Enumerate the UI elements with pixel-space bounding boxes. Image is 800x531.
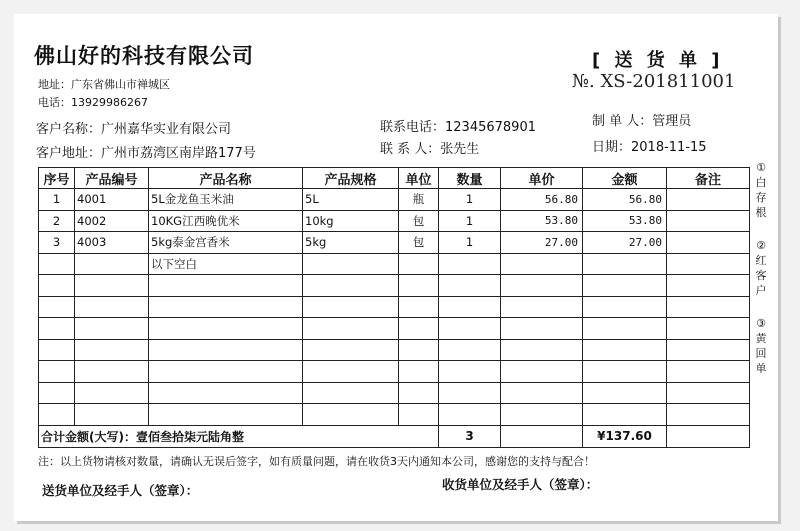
- contact-phone-value: 12345678901: [445, 120, 536, 135]
- cell-price: 53.80: [501, 210, 583, 232]
- table-row: [39, 210, 750, 232]
- col-header-code: 产品编号: [75, 168, 149, 189]
- cell-name: 10KG江西晚优米: [149, 210, 303, 232]
- table-row-empty: [39, 404, 750, 426]
- table-row-blank-note: [39, 253, 750, 275]
- cell-amount: 27.00: [583, 232, 667, 254]
- cell-remark: [667, 232, 750, 254]
- cell-price: 56.80: [501, 189, 583, 211]
- customer-address-label: 客户地址：: [36, 146, 102, 161]
- cell-code: 4001: [75, 189, 149, 211]
- company-address: 地址：广东省佛山市禅城区: [38, 78, 170, 91]
- cell-spec: 5kg: [303, 232, 399, 254]
- items-table: [38, 167, 750, 448]
- col-header-name: 产品名称: [149, 168, 303, 189]
- table-header-row: [39, 168, 750, 189]
- customer-name-value: 广州嘉华实业有限公司: [101, 122, 232, 137]
- table-row-empty: [39, 339, 750, 361]
- cell-seq: 1: [39, 189, 75, 211]
- delivery-note-sheet: [14, 14, 778, 521]
- cell-spec: 5L: [303, 189, 399, 211]
- col-header-spec: 产品规格: [303, 168, 399, 189]
- col-header-amount: 金额: [583, 168, 667, 189]
- copy-yellow-receipt: ③黄回单: [755, 317, 767, 375]
- table-row-empty: [39, 382, 750, 404]
- customer-name-field: [36, 118, 231, 137]
- customer-address-value: 广州市荔湾区南岸路177号: [101, 146, 256, 161]
- total-amount-words: 合计金额(大写)：壹佰叁拾柒元陆角整: [39, 425, 439, 447]
- cell-unit: 包: [399, 210, 439, 232]
- customer-address-field: [36, 142, 256, 161]
- contact-person-label: 联 系 人：: [380, 142, 441, 157]
- table-row: [39, 189, 750, 211]
- col-header-remark: 备注: [667, 168, 750, 189]
- table-row: [39, 232, 750, 254]
- cell-name: 5L金龙鱼玉米油: [149, 189, 303, 211]
- cell-spec: 10kg: [303, 210, 399, 232]
- table-row-empty: [39, 296, 750, 318]
- cell-price: 27.00: [501, 232, 583, 254]
- maker-field: [592, 110, 691, 129]
- cell-seq: 2: [39, 210, 75, 232]
- cell-unit: 瓶: [399, 189, 439, 211]
- date-label: 日期：: [592, 140, 632, 155]
- cell-code: 4003: [75, 232, 149, 254]
- col-header-qty: 数量: [439, 168, 501, 189]
- table-row-empty: [39, 318, 750, 340]
- cell-amount: 56.80: [583, 189, 667, 211]
- cell-name: 5kg泰金宫香米: [149, 232, 303, 254]
- table-row-empty: [39, 361, 750, 383]
- cell-unit: 包: [399, 232, 439, 254]
- cell-remark: [667, 210, 750, 232]
- company-phone: 电话：13929986267: [38, 96, 148, 109]
- table-row-empty: [39, 275, 750, 297]
- col-header-unit: 单位: [399, 168, 439, 189]
- cell-amount: 53.80: [583, 210, 667, 232]
- copy-distribution: [752, 160, 770, 394]
- cell-qty: 1: [439, 232, 501, 254]
- receiver-signature-label: 收货单位及经手人（签章）：: [442, 477, 599, 492]
- cell-seq: 3: [39, 232, 75, 254]
- document-title: [ 送 货 单 ]: [592, 50, 724, 71]
- company-name: 佛山好的科技有限公司: [34, 44, 254, 68]
- total-amount: ¥137.60: [583, 425, 667, 447]
- contact-phone-label: 联系电话：: [380, 120, 446, 135]
- customer-name-label: 客户名称：: [36, 122, 102, 137]
- total-row: [39, 425, 750, 447]
- maker-value: 管理员: [652, 114, 692, 129]
- blank-note: 以下空白: [149, 253, 303, 275]
- copy-white-stub: ①白存根: [755, 161, 767, 219]
- col-header-price: 单价: [501, 168, 583, 189]
- col-header-seq: 序号: [39, 168, 75, 189]
- cell-qty: 1: [439, 189, 501, 211]
- copy-red-customer: ②红客户: [755, 239, 767, 297]
- cell-remark: [667, 189, 750, 211]
- maker-label: 制 单 人：: [592, 114, 653, 129]
- footer-note: 注：以上货物请核对数量，请确认无误后签字，如有质量问题，请在收货3天内通知本公司，感谢您的支持与配合！: [38, 455, 595, 468]
- date-value: 2018-11-15: [631, 140, 707, 155]
- total-quantity: 3: [439, 425, 501, 447]
- contact-phone-field: [380, 116, 536, 135]
- contact-person-value: 张先生: [440, 142, 480, 157]
- cell-code: 4002: [75, 210, 149, 232]
- sender-signature-label: 送货单位及经手人（签章）：: [42, 483, 199, 498]
- contact-person-field: [380, 138, 479, 157]
- document-number: №. XS-201811001: [572, 71, 736, 92]
- cell-qty: 1: [439, 210, 501, 232]
- date-field: [592, 136, 707, 155]
